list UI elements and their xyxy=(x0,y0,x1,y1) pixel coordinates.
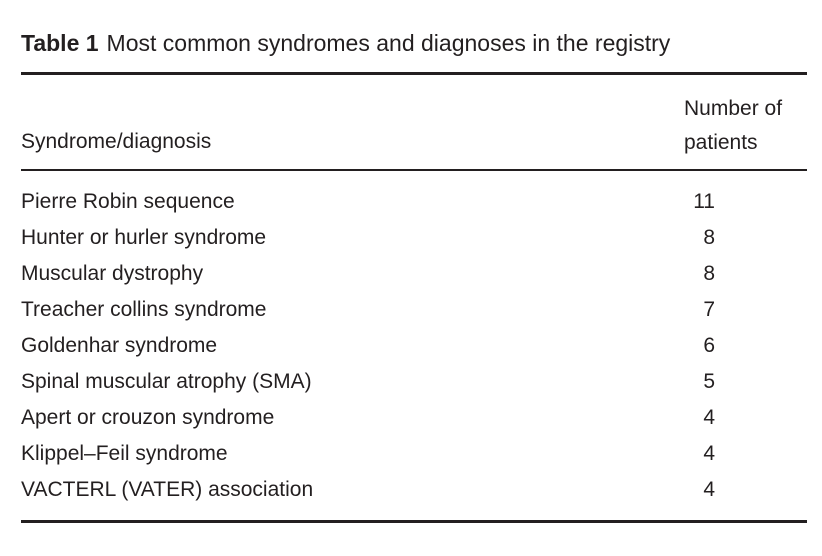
row-count: 11 xyxy=(693,190,715,213)
column-header-count-line1: Number of xyxy=(684,97,783,120)
row-count: 6 xyxy=(703,334,715,357)
column-header-diagnosis: Syndrome/diagnosis xyxy=(21,130,212,153)
row-count: 8 xyxy=(703,262,715,285)
table-label: Table 1 xyxy=(21,30,99,56)
table-title: Most common syndromes and diagnoses in the registry xyxy=(106,30,671,56)
row-count: 4 xyxy=(703,442,715,465)
column-header-count-line2: patients xyxy=(684,131,758,154)
table-row xyxy=(21,257,807,291)
row-diagnosis: Treacher collins syndrome xyxy=(21,298,267,321)
table-row xyxy=(21,473,807,507)
row-diagnosis: Klippel–Feil syndrome xyxy=(21,442,228,465)
row-diagnosis: Apert or crouzon syndrome xyxy=(21,406,275,429)
row-diagnosis: Muscular dystrophy xyxy=(21,262,204,285)
table-row xyxy=(21,401,807,435)
table-row xyxy=(21,329,807,363)
table-row xyxy=(21,365,807,399)
table-caption xyxy=(21,28,670,58)
row-count: 4 xyxy=(703,478,715,501)
row-count: 7 xyxy=(703,298,715,321)
top-rule xyxy=(21,72,807,75)
row-diagnosis: VACTERL (VATER) association xyxy=(21,478,314,501)
column-header-count xyxy=(684,92,782,160)
bottom-rule xyxy=(21,520,807,523)
row-diagnosis: Spinal muscular atrophy (SMA) xyxy=(21,370,312,393)
row-diagnosis: Hunter or hurler syndrome xyxy=(21,226,267,249)
row-count: 4 xyxy=(703,406,715,429)
row-diagnosis: Pierre Robin sequence xyxy=(21,190,235,213)
header-rule xyxy=(21,169,807,171)
table-row xyxy=(21,293,807,327)
row-count: 8 xyxy=(703,226,715,249)
table-row xyxy=(21,221,807,255)
row-diagnosis: Goldenhar syndrome xyxy=(21,334,218,357)
table-row xyxy=(21,437,807,471)
table-row xyxy=(21,185,807,219)
row-count: 5 xyxy=(703,370,715,393)
